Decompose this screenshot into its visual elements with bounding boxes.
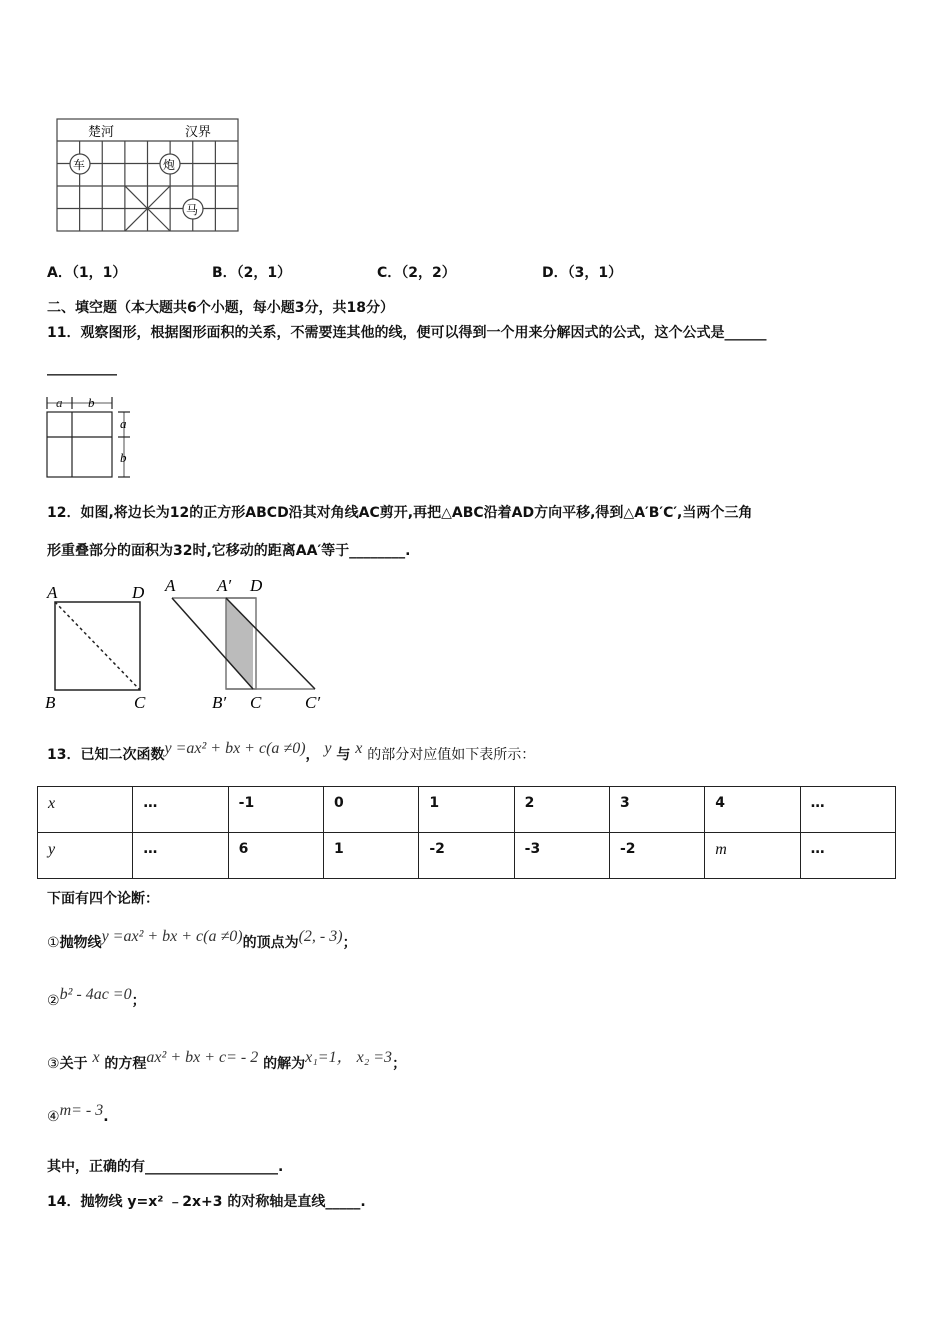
square-abcd-figure [55,602,140,690]
table-cell: -2 [419,833,514,879]
q11-blank: __________ [47,360,117,376]
fig1-label-C: C [134,693,146,712]
table-cell: … [800,833,895,879]
section-heading: 二、填空题（本大题共6个小题，每小题3分，共18分） [47,300,394,316]
fig1-label-D: D [132,583,145,602]
table-cell: … [133,833,228,879]
s4-f: m= - 3 [59,1102,104,1119]
q13-comma: ， [305,747,320,763]
s2-end: ； [131,993,146,1009]
q13-prefix: 13．已知二次函数 [47,747,165,763]
s3-end: ； [392,1056,407,1072]
table-cell: x [38,787,133,833]
fig2-label-C-prime: C′ [305,693,321,712]
fig2-label-D: D [250,576,263,595]
table-cell: 4 [705,787,800,833]
fig2-label-A-prime: A′ [217,576,232,595]
option-b: B．（2，1） [212,265,292,281]
q13-y: y [324,740,332,757]
table-cell: 1 [419,787,514,833]
s3-v: x₁=1， x₂ =3 [305,1049,393,1066]
s1-end: ； [342,935,357,951]
q13-intro: 下面有四个论断： [47,891,159,907]
fig2-label-C: C [250,693,262,712]
fig2-label-B-prime: B′ [212,693,227,712]
q13-stem [47,740,536,764]
fig1-label-A: A [47,583,58,602]
table-cell: -2 [609,833,704,879]
s4-end: . [103,1109,109,1125]
value-table [37,786,896,879]
label-b-side: b [120,450,127,465]
option-a: A．（1，1） [47,265,127,281]
s1-f: y =ax² + bx + c(a ≠0) [101,928,243,945]
table-cell: … [800,787,895,833]
s3-a: 关于 [59,1056,88,1072]
fig2-label-A: A [165,576,176,595]
piece-pao: 炮 [163,158,176,172]
q12-line1: 12．如图,将边长为12的正方形ABCD沿其对角线AC剪开,再把△ABC沿着AD方向平移,得到△A′B′C′,当两个三角 [47,505,753,521]
q14-text: 14．抛物线 y=x² ﹣2x+3 的对称轴是直线_____. [47,1194,366,1210]
s2-f: b² - 4ac =0 [59,986,132,1003]
table-cell: y [38,833,133,879]
num: ② [47,993,60,1009]
q13-answer: 其中，正确的有___________________. [47,1159,284,1175]
translated-triangle-figure [172,598,315,689]
table-row [38,787,896,833]
num: ④ [47,1109,60,1125]
s3-f: ax² + bx + c= - 2 [146,1049,259,1066]
table-cell: 6 [228,833,323,879]
piece-ma: 马 [186,203,199,217]
statement-2 [47,986,146,1010]
label-b-top: b [88,395,95,410]
s1-b: 的顶点为 [242,935,299,951]
table-row [38,833,896,879]
s3-b: 的方程 [104,1056,147,1072]
s1-v: (2, - 3) [298,928,343,945]
label-a-top: a [56,395,63,410]
board-label-han-jie: 汉界 [185,125,212,140]
num: ③ [47,1056,60,1072]
table-cell: 2 [514,787,609,833]
board-label-chu-he: 楚河 [88,125,115,140]
table-cell: m [705,833,800,879]
statement-4 [47,1102,109,1126]
table-cell: 1 [323,833,418,879]
num: ① [47,935,60,951]
q13-yu: 与 [336,747,351,763]
statement-3 [47,1050,406,1073]
statement-1 [47,928,357,952]
option-d: D．（3，1） [542,265,623,281]
piece-che: 车 [73,158,86,172]
q12-line2: 形重叠部分的面积为32时,它移动的距离AA′等于________. [47,543,411,559]
q13-suffix: 的部分对应值如下表所示： [367,747,536,763]
option-c: C．（2，2） [377,265,456,281]
s1-a: 抛物线 [59,935,102,951]
q13-function: y =ax² + bx + c(a ≠0) [164,740,306,757]
table-cell: -1 [228,787,323,833]
table-cell: 3 [609,787,704,833]
q11-text: 11．观察图形，根据图形面积的关系，不需要连其他的线，便可以得到一个用来分解因式的公式，这个公式是______ [47,325,767,341]
s3-c: 的解为 [263,1056,306,1072]
table-cell: … [133,787,228,833]
table-cell: 0 [323,787,418,833]
fig1-label-B: B [45,693,56,712]
label-a-side: a [120,416,127,431]
s3-x: x [92,1049,100,1066]
q13-x: x [355,740,363,757]
table-cell: -3 [514,833,609,879]
